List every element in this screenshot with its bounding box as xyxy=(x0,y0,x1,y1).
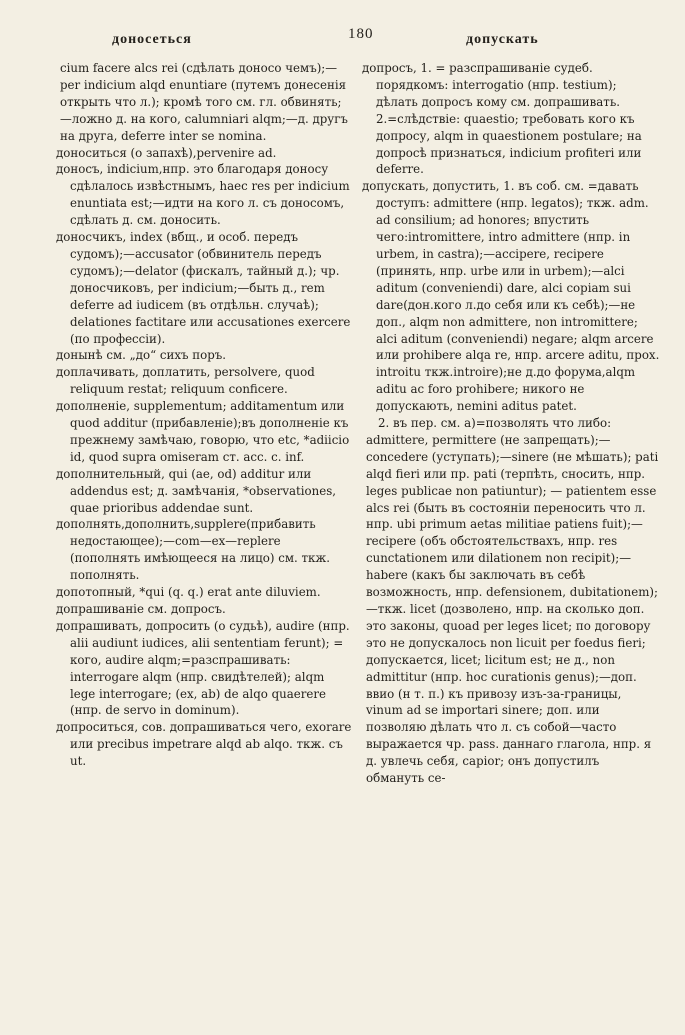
dictionary-entry: cium facere alcs rei (сдѣлать доносo чемъ);—per indicium alqd enuntiare (путемъ донесенія открыть что л.); кромѣ того см. гл. обвинять;—ложно д. на кого, calumniari alqm;—д. другъ на друга, deferre inter se nomina. xyxy=(60,61,348,143)
left-guide-word: доносеться xyxy=(112,32,192,47)
right-guide-word: допускать xyxy=(466,32,539,47)
right-column xyxy=(362,60,660,787)
dictionary-entry: допотопный, *qui (q. q.) erat ante diluviem. xyxy=(56,585,321,600)
dictionary-entry: допрашивать, допросить (о судьѣ), audire (нпр. alii audiunt iudices, alii sententiam ferunt); = кого, audire alqm;=разспрашивать: interrogare alqm (нпр. свидѣтелей); alqm lege interrogare; (ex, ab) de alqo quaerere (нпр. de servo in dominum). xyxy=(56,618,350,718)
dictionary-entry: дополнительный, qui (ae, od) additur или addendus est; д. замѣчанія, *observationes, quae prioribus addendae sunt. xyxy=(56,466,337,515)
dictionary-entry: допускать, допустить, 1. въ соб. см. =давать доступъ: admittere (нпр. legatos); ткж. adm. ad consilium; ad honores; впустить чего:intromittere, intro admittere (нпр. in urbem, in castra);—accipere, recipere (принять, нпр. urbe или in urbem);—alci aditum (conveniendi) dare, alci copiam sui dare(дон.кого л.до себя или къ себѣ);—не доп., alqm non admittere, non intromittere; alci aditum (conveniendi) negare; alqm arcere или prohibere alqa re, нпр. arcere aditu, прох. introitu ткж.introire);не д.до форума,alqm aditu ac foro prohibere; никого не допускають, nemini aditus patet. xyxy=(362,179,660,414)
dictionary-entry: допроситься, сов. допрашиваться чего, exorare или precibus impetrare alqd ab alqo. ткж. съ ut. xyxy=(56,720,352,769)
dictionary-entry: допрашиваніе см. допросъ. xyxy=(56,602,226,616)
dictionary-entry: доноситься (о запахѣ),pervenire ad. xyxy=(56,145,277,160)
left-column xyxy=(56,60,352,770)
dictionary-subentry: 2. въ пер. см. a)=позволять что либо: admittere, permittere (не запрещать);—concedere (уступать);—sinere (не мѣшать); pati alqd fieri или пр. pati (терпѣть, сносить, нпр. leges publicae non patiuntur); — patientem esse alcs rei (быть въ состояніи переносить что л. нпр. ubi primum aetas militiae patiens fuit);—recipere (объ обстоятельствахъ, нпр. res cunctationem или dilationem non recipit);—habere (какъ бы заключать въ себѣ возможность, нпр. defensionem, dubitationem);—ткж. licet (дозволено, нпр. на сколько доп. это законы, quoad per leges licet; по договору это не допускалось non licuit per foedus fieri; допускается, licet; licitum est; не д., non admittitur (нпр. hoc curationis genus);—доп. ввио (н т. п.) къ привозу изъ-за-границы, vinum ad se importari sinere; доп. или позволяю дѣлать что л. съ собой—часто выражается чр. pass. даннаго глагола, нпр. я д. увлечь себя, capior; онъ допустилъ обмануть се- xyxy=(366,416,659,786)
dictionary-entry: дополненіе, supplementum; additamentum или quod additur (прибавленіе);въ дополненіе къ прежнему замѣчаю, говорю, что etc, *adiicio id, quod supra omiseram cт. acc. c. inf. xyxy=(56,399,350,464)
dictionary-entry: донынѣ см. „до“ сихъ поръ. xyxy=(56,348,227,363)
dictionary-entry: доносъ, indicium,нпр. это благодаря доносу сдѣлалось извѣстнымъ, haec res per indicium enuntiata est;—идти на кого л. съ доносомъ, сдѣлать д. см. доносить. xyxy=(56,162,350,228)
dictionary-entry: доносчикъ, index (вбщ., и особ. передъ судомъ);—accusator (обвинитель передъ судомъ);—delator (фискалъ, тайный д.); чр. доносчиковъ, per indicium;—быть д., rem deferre ad iudicem (въ отдѣльн. случаѣ); delationes factitare или accusationes exercere (по профессіи). xyxy=(56,230,351,346)
page-number: 180 xyxy=(348,26,374,42)
dictionary-entry: дополнять,дополнить,supplere(прибавить недостающее);—com—ex—replere (пополнять имѣющееся на лицо) см. ткж. пополнять. xyxy=(56,517,331,583)
running-header xyxy=(0,26,685,50)
dictionary-entry: допросъ, 1. = разспрашиваніе судеб. порядкомъ: interrogatio (нпр. testium); дѣлать допросъ кому см. допрашивать. 2.=слѣдствіе: quaestio; требовать кого къ допросу, alqm in quaestionem postulare; на допросѣ признаться, indicium profiteri или deferre. xyxy=(362,61,642,177)
dictionary-entry: доплачивать, доплатить, persolvere, quod reliquum restat; reliquum conficere. xyxy=(56,365,315,397)
